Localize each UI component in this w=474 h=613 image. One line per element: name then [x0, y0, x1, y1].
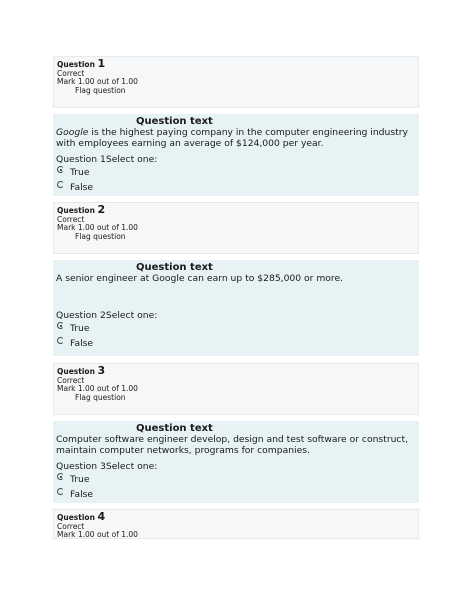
- option-false[interactable]: False: [56, 336, 416, 351]
- radio-checked-icon[interactable]: [57, 166, 64, 173]
- question-info-3: [53, 363, 419, 415]
- question-text: Google is the highest paying company in the computer engineering industry with employees earning an average of $124,000 per year.: [56, 127, 408, 149]
- radio-icon[interactable]: [57, 488, 64, 495]
- option-true[interactable]: True: [56, 321, 416, 336]
- question-info-4: [53, 509, 419, 539]
- radio-icon[interactable]: [57, 181, 64, 188]
- question-content-1: [53, 114, 419, 196]
- question-info-2: [53, 202, 419, 254]
- radio-checked-icon[interactable]: [57, 473, 64, 480]
- question-status: Correct: [57, 214, 85, 224]
- select-one-prompt: Question 2Select one:: [56, 310, 158, 321]
- question-number: Question 2: [57, 203, 106, 216]
- question-info-1: [53, 56, 419, 108]
- radio-checked-icon[interactable]: [57, 322, 64, 329]
- question-status: Correct: [57, 521, 85, 531]
- question-mark: Mark 1.00 out of 1.00: [57, 384, 138, 394]
- question-text-heading: Question text: [136, 423, 213, 434]
- question-text: Computer software engineer develop, design and test software or construct, maintain computer networks, programs for companies.: [56, 434, 408, 456]
- question-text-heading: Question text: [136, 262, 213, 273]
- option-false[interactable]: False: [56, 487, 416, 502]
- question-number: Question 3: [57, 364, 106, 377]
- question-mark: Mark 1.00 out of 1.00: [57, 223, 138, 233]
- flag-question-link[interactable]: Flag question: [75, 392, 126, 402]
- select-one-prompt: Question 1Select one:: [56, 154, 158, 165]
- flag-question-link[interactable]: Flag question: [75, 231, 126, 241]
- question-mark: Mark 1.00 out of 1.00: [57, 530, 138, 540]
- question-text-heading: Question text: [136, 116, 213, 127]
- question-mark: Mark 1.00 out of 1.00: [57, 77, 138, 87]
- radio-icon[interactable]: [57, 337, 64, 344]
- option-true[interactable]: True: [56, 472, 416, 487]
- question-status: Correct: [57, 375, 85, 385]
- question-number: Question 1: [57, 57, 106, 70]
- option-true[interactable]: True: [56, 165, 416, 180]
- question-content-3: [53, 421, 419, 503]
- option-false[interactable]: False: [56, 180, 416, 195]
- question-content-2: [53, 260, 419, 356]
- question-text: A senior engineer at Google can earn up to $285,000 or more.: [56, 273, 344, 284]
- flag-question-link[interactable]: Flag question: [75, 85, 126, 95]
- select-one-prompt: Question 3Select one:: [56, 461, 158, 472]
- question-number: Question 4: [57, 510, 106, 523]
- question-status: Correct: [57, 68, 85, 78]
